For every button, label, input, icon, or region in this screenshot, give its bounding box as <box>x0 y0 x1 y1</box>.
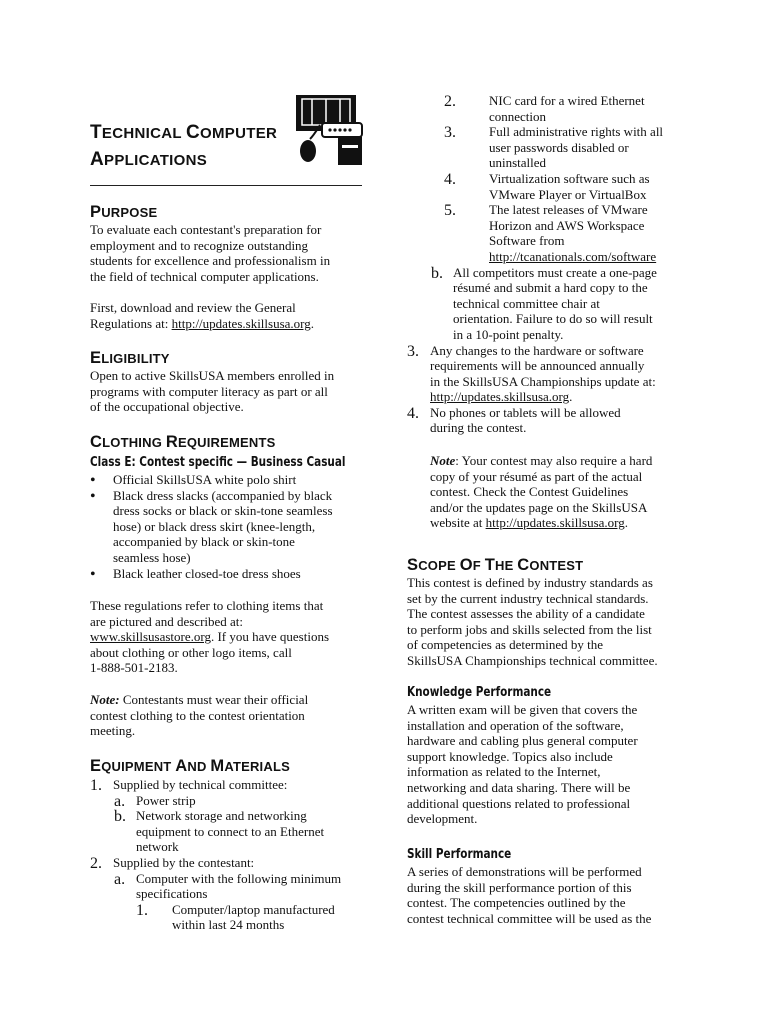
updates-link[interactable]: http://updates.skillsusa.org <box>430 389 570 405</box>
clothing-reg-suffix: . If you have questions <box>210 629 330 645</box>
list-text: The latest releases of VMware <box>489 202 648 218</box>
bullet-icon: • <box>90 472 96 489</box>
bullet-icon: • <box>90 487 96 505</box>
note-line <box>430 515 690 531</box>
eligibility-line: Open to active SkillsUSA members enrolled in <box>90 368 335 383</box>
knowledge-line: development. <box>407 811 478 827</box>
scope-paragraph <box>407 575 682 669</box>
list-text: Full administrative rights with all <box>489 124 664 140</box>
clothing-bullet-list <box>90 472 365 581</box>
list-text: specifications <box>136 886 208 902</box>
eligibility-heading: ELIGIBILITY <box>90 349 170 367</box>
clothing-reg-line: 1-888-501-2183. <box>90 660 178 676</box>
note-line <box>90 692 365 708</box>
list-text: Computer/laptop manufactured <box>172 901 335 917</box>
list-text: within last 24 months <box>172 917 285 933</box>
clothing-regulations-paragraph <box>90 598 365 676</box>
list-item <box>90 808 365 855</box>
period: . <box>569 389 573 405</box>
bullet-text: Black leather closed-toe dress shoes <box>113 565 301 581</box>
bullet-icon: • <box>90 565 96 583</box>
list-text: No phones or tablets will be allowed <box>430 404 621 420</box>
list-text <box>430 389 682 405</box>
list-text: résumé and submit a hard copy to the <box>453 280 648 296</box>
scope-line: to perform jobs and skills selected from the list <box>407 621 652 637</box>
list-letter: a. <box>114 870 126 888</box>
list-text: VMware Player or VirtualBox <box>489 186 647 202</box>
note-line: contest. Check the Contest Guidelines <box>430 484 629 500</box>
list-item <box>407 405 682 436</box>
knowledge-line: networking and data sharing. There will be <box>407 779 631 795</box>
skill-line: contest technical committee will be used as the <box>407 910 652 926</box>
purpose-reg-line: First, download and review the General <box>90 300 296 315</box>
list-number: 4. <box>444 170 456 188</box>
list-text: Software from <box>489 233 565 249</box>
note-line <box>430 453 690 469</box>
requirements-continued-list <box>407 93 682 436</box>
list-item <box>407 343 682 405</box>
knowledge-paragraph <box>407 702 682 827</box>
knowledge-line: additional questions related to professional <box>407 795 631 811</box>
list-text: Computer with the following minimum <box>136 870 342 886</box>
clothing-reg-line: are pictured and described at: <box>90 613 244 629</box>
tcanationals-software-link[interactable]: http://tcanationals.com/software <box>489 248 657 264</box>
list-text: in the SkillsUSA Championships update at: <box>430 373 656 389</box>
purpose-line: To evaluate each contestant's preparation for <box>90 222 322 237</box>
list-number: 5. <box>444 202 456 220</box>
bullet-text: hose) or black dress skirt (knee-length, <box>113 518 316 534</box>
purpose-heading: PURPOSE <box>90 203 158 221</box>
list-item <box>407 202 682 264</box>
list-text: All competitors must create a one-page <box>453 264 657 280</box>
list-item <box>90 902 365 933</box>
bullet-text: seamless hose) <box>113 549 191 565</box>
purpose-line: employment and to recognize outstanding <box>90 237 309 253</box>
purpose-paragraph <box>90 222 365 284</box>
note-label: Note <box>430 453 456 468</box>
title-divider <box>90 185 362 186</box>
note-label: Note: <box>90 692 120 707</box>
contest-note <box>430 453 690 531</box>
page-title <box>90 120 300 174</box>
list-text: orientation. Failure to do so will result <box>453 311 653 327</box>
scope-line: set by the current industry technical standards. <box>407 590 649 606</box>
title-line-1: TECHNICAL COMPUTER <box>90 122 278 143</box>
list-item <box>90 566 365 582</box>
scope-heading: SCOPE OF THE CONTEST <box>407 556 584 574</box>
list-item <box>90 793 365 809</box>
list-number: 4. <box>407 404 419 422</box>
skill-paragraph <box>407 864 682 926</box>
note-line: contest clothing to the contest orientation <box>90 707 305 723</box>
list-text: requirements will be announced annually <box>430 358 645 374</box>
list-number: 2. <box>444 93 456 110</box>
list-text: Power strip <box>136 792 196 808</box>
scope-line: This contest is defined by industry standards as <box>407 575 653 590</box>
purpose-regulations <box>90 300 365 331</box>
knowledge-heading: Knowledge Performance <box>407 684 552 700</box>
bullet-text: dress socks or black or skin-tone seamless <box>113 503 333 519</box>
clothing-note <box>90 692 365 739</box>
list-text: Any changes to the hardware or software <box>430 342 644 358</box>
list-item <box>90 871 365 902</box>
skill-heading: Skill Performance <box>407 846 512 862</box>
eligibility-paragraph <box>90 368 365 415</box>
list-number: 1. <box>136 901 148 919</box>
list-text: connection <box>489 108 547 124</box>
scope-line: SkillsUSA Championships technical committee. <box>407 652 658 668</box>
clothing-reg-line: These regulations refer to clothing items that <box>90 598 324 613</box>
clothing-reg-line <box>90 629 365 645</box>
regulations-link[interactable]: http://updates.skillsusa.org <box>171 315 311 331</box>
eligibility-line: programs with computer literacy as part or all <box>90 383 328 399</box>
scope-line: of competencies as determined by the <box>407 637 604 653</box>
list-letter: b. <box>431 264 443 282</box>
list-text: Horizon and AWS Workspace <box>489 217 645 233</box>
skill-line: contest. The competencies outlined by the <box>407 895 626 911</box>
knowledge-line: A written exam will be given that covers the <box>407 702 638 717</box>
note-line: and/or the updates page on the SkillsUSA <box>430 499 648 515</box>
bullet-text: accompanied by black or skin-tone <box>113 534 295 550</box>
bullet-text: Black dress slacks (accompanied by black <box>113 487 333 503</box>
title-line-2: APPLICATIONS <box>90 149 208 170</box>
purpose-reg-prefix: Regulations at: <box>90 315 172 331</box>
list-text: Supplied by the contestant: <box>113 854 255 870</box>
list-text: during the contest. <box>430 420 527 436</box>
list-item <box>90 488 365 566</box>
knowledge-line: support knowledge. Topics also include <box>407 748 613 764</box>
note-text: Contestants must wear their official <box>119 692 309 707</box>
eligibility-line: of the occupational objective. <box>90 399 244 415</box>
note-line: copy of your résumé as part of the actual <box>430 468 643 484</box>
list-letter: a. <box>114 792 126 810</box>
computer-workstation-icon <box>294 95 364 167</box>
equipment-list <box>90 777 365 933</box>
note-text: website at <box>430 515 486 531</box>
clothing-class-heading: Class E: Contest specific — Business Casual <box>90 454 346 470</box>
list-letter: b. <box>114 808 126 826</box>
list-number: 2. <box>90 854 102 872</box>
bullet-text: Official SkillsUSA white polo shirt <box>113 472 297 487</box>
list-text: technical committee chair at <box>453 295 600 311</box>
updates-link[interactable]: http://updates.skillsusa.org <box>485 515 625 531</box>
purpose-reg-line-2 <box>90 316 365 332</box>
purpose-line: the field of technical computer applications. <box>90 268 319 284</box>
list-item <box>407 124 682 171</box>
list-text: uninstalled <box>489 155 547 171</box>
list-item <box>407 93 682 124</box>
note-text: : Your contest may also require a hard <box>455 453 653 468</box>
knowledge-line: installation and operation of the software, <box>407 717 624 733</box>
list-text: network <box>136 839 179 855</box>
list-item <box>90 855 365 871</box>
note-line: meeting. <box>90 723 136 739</box>
list-number: 3. <box>444 124 456 142</box>
knowledge-line: hardware and cabling plus general computer <box>407 733 638 749</box>
clothing-heading: CLOTHING REQUIREMENTS <box>90 433 276 451</box>
list-item <box>407 171 682 202</box>
skill-line: A series of demonstrations will be performed <box>407 864 642 879</box>
list-text: equipment to connect to an Ethernet <box>136 823 325 839</box>
list-text: NIC card for a wired Ethernet <box>489 93 645 108</box>
list-text: Network storage and networking <box>136 808 307 824</box>
list-text <box>489 249 682 265</box>
period: . <box>624 515 628 531</box>
purpose-line: students for excellence and professionalism in <box>90 253 331 269</box>
equipment-heading: EQUIPMENT AND MATERIALS <box>90 757 290 775</box>
list-text: user passwords disabled or <box>489 139 629 155</box>
list-number: 3. <box>407 342 419 360</box>
list-item <box>90 472 365 488</box>
skill-line: during the skill performance portion of this <box>407 879 632 895</box>
clothing-reg-line: about clothing or other logo items, call <box>90 644 292 660</box>
list-item <box>407 265 682 343</box>
period: . <box>310 315 315 331</box>
skillsusa-store-link[interactable]: www.skillsusastore.org <box>90 629 211 645</box>
list-item <box>90 777 365 793</box>
list-text: Supplied by technical committee: <box>113 777 288 792</box>
list-text: Virtualization software such as <box>489 170 650 186</box>
list-text: in a 10-point penalty. <box>453 326 564 342</box>
scope-line: The contest assesses the ability of a candidate <box>407 606 645 622</box>
list-number: 1. <box>90 777 102 794</box>
knowledge-line: information as related to the Internet, <box>407 764 601 780</box>
